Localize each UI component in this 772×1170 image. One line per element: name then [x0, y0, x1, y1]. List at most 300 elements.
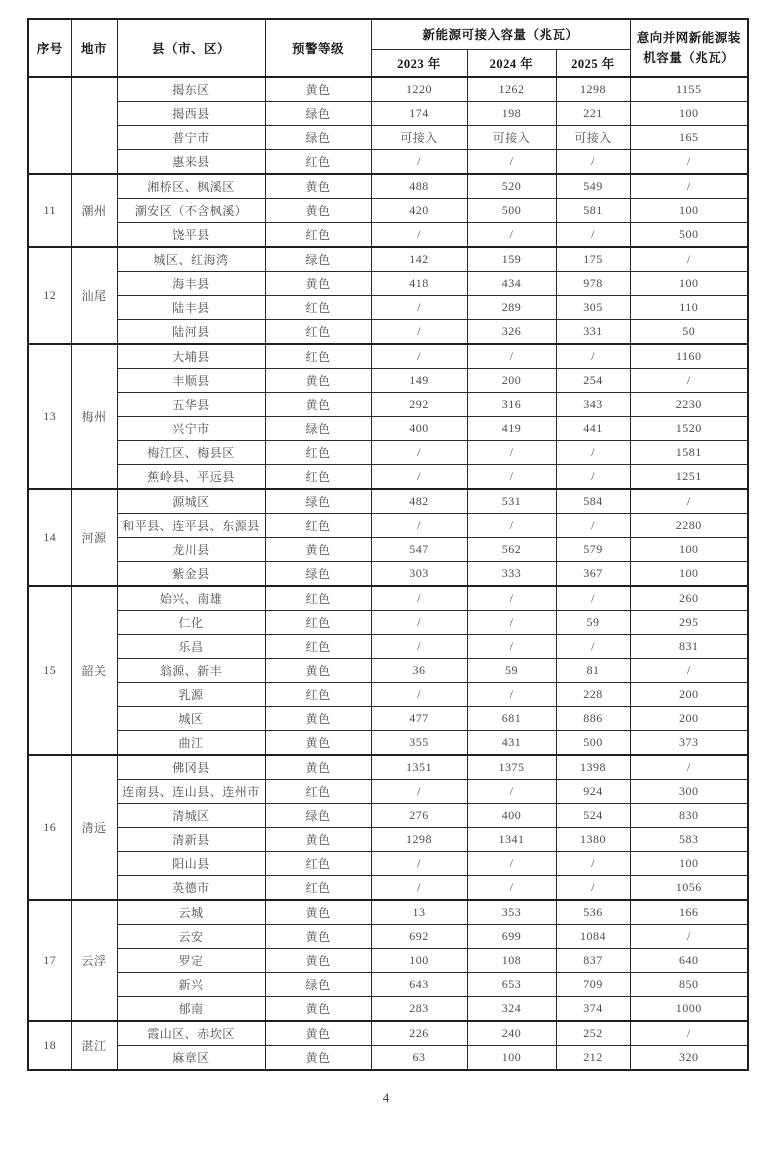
- capacity-2025-cell: 584: [556, 489, 630, 514]
- county-cell: 丰顺县: [117, 369, 265, 393]
- intent-capacity-cell: 583: [630, 828, 748, 852]
- county-cell: 仁化: [117, 611, 265, 635]
- intent-capacity-cell: /: [630, 369, 748, 393]
- warning-level-cell: 黄色: [265, 199, 371, 223]
- capacity-2024-cell: 353: [467, 900, 556, 925]
- capacity-2023-cell: 488: [371, 174, 467, 199]
- table-header: [28, 19, 748, 77]
- capacity-2025-cell: 212: [556, 1046, 630, 1071]
- header-year-2023: 2023 年: [371, 49, 467, 77]
- intent-capacity-cell: 1155: [630, 77, 748, 102]
- warning-level-cell: 红色: [265, 780, 371, 804]
- capacity-2025-cell: 254: [556, 369, 630, 393]
- index-cell: 15: [28, 586, 71, 755]
- capacity-2023-cell: 283: [371, 997, 467, 1022]
- capacity-2025-cell: 709: [556, 973, 630, 997]
- table-row: [28, 925, 748, 949]
- capacity-2025-cell: 175: [556, 247, 630, 272]
- county-cell: 霞山区、赤坎区: [117, 1021, 265, 1046]
- table-row: [28, 247, 748, 272]
- table-row: [28, 586, 748, 611]
- warning-level-cell: 绿色: [265, 973, 371, 997]
- capacity-2023-cell: 418: [371, 272, 467, 296]
- table-row: [28, 174, 748, 199]
- capacity-2025-cell: 81: [556, 659, 630, 683]
- county-cell: 龙川县: [117, 538, 265, 562]
- intent-capacity-cell: 300: [630, 780, 748, 804]
- city-cell: 河源: [71, 489, 117, 586]
- county-cell: 佛冈县: [117, 755, 265, 780]
- county-cell: 兴宁市: [117, 417, 265, 441]
- warning-level-cell: 黄色: [265, 755, 371, 780]
- table-row: [28, 1021, 748, 1046]
- warning-level-cell: 红色: [265, 852, 371, 876]
- county-cell: 紫金县: [117, 562, 265, 587]
- warning-level-cell: 红色: [265, 514, 371, 538]
- capacity-2023-cell: 100: [371, 949, 467, 973]
- city-cell: 梅州: [71, 344, 117, 489]
- county-cell: 梅江区、梅县区: [117, 441, 265, 465]
- capacity-2024-cell: 333: [467, 562, 556, 587]
- capacity-2024-cell: 520: [467, 174, 556, 199]
- table-row: [28, 417, 748, 441]
- capacity-2023-cell: 482: [371, 489, 467, 514]
- intent-capacity-cell: /: [630, 659, 748, 683]
- county-cell: 揭东区: [117, 77, 265, 102]
- capacity-2025-cell: 524: [556, 804, 630, 828]
- county-cell: 和平县、连平县、东源县: [117, 514, 265, 538]
- capacity-2023-cell: 可接入: [371, 126, 467, 150]
- index-cell: 17: [28, 900, 71, 1021]
- intent-capacity-cell: 640: [630, 949, 748, 973]
- county-cell: 罗定: [117, 949, 265, 973]
- county-cell: 湘桥区、枫溪区: [117, 174, 265, 199]
- capacity-2024-cell: /: [467, 635, 556, 659]
- warning-level-cell: 红色: [265, 611, 371, 635]
- warning-level-cell: 黄色: [265, 659, 371, 683]
- capacity-2025-cell: 221: [556, 102, 630, 126]
- county-cell: 新兴: [117, 973, 265, 997]
- capacity-2025-cell: /: [556, 852, 630, 876]
- intent-capacity-cell: 2280: [630, 514, 748, 538]
- table-row: [28, 514, 748, 538]
- capacity-2025-cell: 978: [556, 272, 630, 296]
- capacity-2024-cell: 198: [467, 102, 556, 126]
- capacity-2024-cell: /: [467, 465, 556, 490]
- county-cell: 始兴、南雄: [117, 586, 265, 611]
- capacity-2023-cell: 174: [371, 102, 467, 126]
- warning-level-cell: 红色: [265, 223, 371, 248]
- table-row: [28, 393, 748, 417]
- warning-level-cell: 黄色: [265, 272, 371, 296]
- capacity-2024-cell: 500: [467, 199, 556, 223]
- warning-level-cell: 红色: [265, 586, 371, 611]
- table-row: [28, 465, 748, 490]
- capacity-2025-cell: /: [556, 514, 630, 538]
- capacity-2023-cell: 1351: [371, 755, 467, 780]
- capacity-2023-cell: 303: [371, 562, 467, 587]
- county-cell: 云安: [117, 925, 265, 949]
- warning-level-table: [27, 18, 749, 1071]
- warning-level-cell: 绿色: [265, 417, 371, 441]
- capacity-2023-cell: 276: [371, 804, 467, 828]
- county-cell: 海丰县: [117, 272, 265, 296]
- intent-capacity-cell: 100: [630, 562, 748, 587]
- capacity-2023-cell: 355: [371, 731, 467, 756]
- county-cell: 城区、红海湾: [117, 247, 265, 272]
- index-cell: 11: [28, 174, 71, 247]
- capacity-2024-cell: 699: [467, 925, 556, 949]
- capacity-2023-cell: 292: [371, 393, 467, 417]
- county-cell: 源城区: [117, 489, 265, 514]
- capacity-2024-cell: 100: [467, 1046, 556, 1071]
- intent-capacity-cell: 110: [630, 296, 748, 320]
- capacity-2025-cell: /: [556, 465, 630, 490]
- intent-capacity-cell: 1056: [630, 876, 748, 901]
- table-row: [28, 102, 748, 126]
- intent-capacity-cell: /: [630, 489, 748, 514]
- intent-capacity-cell: 1581: [630, 441, 748, 465]
- table-row: [28, 369, 748, 393]
- capacity-2025-cell: 305: [556, 296, 630, 320]
- capacity-2025-cell: 581: [556, 199, 630, 223]
- table-row: [28, 562, 748, 587]
- capacity-2024-cell: /: [467, 876, 556, 901]
- county-cell: 麻章区: [117, 1046, 265, 1071]
- capacity-2023-cell: /: [371, 635, 467, 659]
- county-cell: 城区: [117, 707, 265, 731]
- table-row: [28, 611, 748, 635]
- capacity-2023-cell: 692: [371, 925, 467, 949]
- warning-level-cell: 红色: [265, 876, 371, 901]
- table-row: [28, 489, 748, 514]
- capacity-2024-cell: 326: [467, 320, 556, 345]
- capacity-2023-cell: /: [371, 320, 467, 345]
- intent-capacity-cell: 320: [630, 1046, 748, 1071]
- county-cell: 蕉岭县、平远县: [117, 465, 265, 490]
- intent-capacity-cell: 830: [630, 804, 748, 828]
- warning-level-cell: 绿色: [265, 489, 371, 514]
- capacity-2024-cell: 324: [467, 997, 556, 1022]
- intent-capacity-cell: 166: [630, 900, 748, 925]
- capacity-2023-cell: /: [371, 296, 467, 320]
- intent-capacity-cell: 850: [630, 973, 748, 997]
- capacity-2024-cell: 200: [467, 369, 556, 393]
- warning-level-cell: 绿色: [265, 126, 371, 150]
- capacity-2024-cell: /: [467, 150, 556, 175]
- warning-level-cell: 红色: [265, 441, 371, 465]
- capacity-2025-cell: /: [556, 876, 630, 901]
- capacity-2024-cell: 159: [467, 247, 556, 272]
- warning-level-cell: 黄色: [265, 925, 371, 949]
- intent-capacity-cell: 295: [630, 611, 748, 635]
- warning-level-cell: 黄色: [265, 731, 371, 756]
- county-cell: 郁南: [117, 997, 265, 1022]
- warning-level-cell: 黄色: [265, 174, 371, 199]
- table-row: [28, 828, 748, 852]
- table-row: [28, 635, 748, 659]
- capacity-2023-cell: 36: [371, 659, 467, 683]
- header-county: 县（市、区）: [117, 19, 265, 77]
- capacity-2025-cell: 1298: [556, 77, 630, 102]
- table-row: [28, 150, 748, 175]
- county-cell: 惠来县: [117, 150, 265, 175]
- page-number: 4: [382, 1090, 390, 1105]
- table-row: [28, 659, 748, 683]
- capacity-2025-cell: 579: [556, 538, 630, 562]
- intent-capacity-cell: 165: [630, 126, 748, 150]
- intent-capacity-cell: /: [630, 247, 748, 272]
- header-warning-level: 预警等级: [265, 19, 371, 77]
- table-row: [28, 441, 748, 465]
- capacity-2025-cell: 228: [556, 683, 630, 707]
- index-cell: 12: [28, 247, 71, 344]
- county-cell: 连南县、连山县、连州市: [117, 780, 265, 804]
- capacity-2024-cell: /: [467, 514, 556, 538]
- table-row: [28, 997, 748, 1022]
- capacity-2025-cell: /: [556, 635, 630, 659]
- header-year-2024: 2024 年: [467, 49, 556, 77]
- warning-level-cell: 黄色: [265, 538, 371, 562]
- warning-level-cell: 红色: [265, 150, 371, 175]
- city-cell: 湛江: [71, 1021, 117, 1070]
- capacity-2024-cell: 434: [467, 272, 556, 296]
- county-cell: 潮安区（不含枫溪）: [117, 199, 265, 223]
- warning-level-cell: 黄色: [265, 1046, 371, 1071]
- capacity-2025-cell: 549: [556, 174, 630, 199]
- capacity-2025-cell: 可接入: [556, 126, 630, 150]
- capacity-2025-cell: 252: [556, 1021, 630, 1046]
- table-row: [28, 731, 748, 756]
- county-cell: 英德市: [117, 876, 265, 901]
- capacity-2023-cell: /: [371, 683, 467, 707]
- intent-capacity-cell: 100: [630, 538, 748, 562]
- city-cell: 云浮: [71, 900, 117, 1021]
- intent-capacity-cell: /: [630, 1021, 748, 1046]
- capacity-2025-cell: 886: [556, 707, 630, 731]
- capacity-2024-cell: 可接入: [467, 126, 556, 150]
- capacity-2024-cell: /: [467, 441, 556, 465]
- intent-capacity-cell: 1520: [630, 417, 748, 441]
- county-cell: 五华县: [117, 393, 265, 417]
- index-cell: 14: [28, 489, 71, 586]
- capacity-2025-cell: 367: [556, 562, 630, 587]
- capacity-2023-cell: /: [371, 586, 467, 611]
- capacity-2023-cell: /: [371, 223, 467, 248]
- capacity-2025-cell: 924: [556, 780, 630, 804]
- index-cell: 18: [28, 1021, 71, 1070]
- intent-capacity-cell: 373: [630, 731, 748, 756]
- capacity-2023-cell: 13: [371, 900, 467, 925]
- county-cell: 乳源: [117, 683, 265, 707]
- warning-level-cell: 红色: [265, 320, 371, 345]
- capacity-2023-cell: /: [371, 611, 467, 635]
- county-cell: 清城区: [117, 804, 265, 828]
- intent-capacity-cell: 2230: [630, 393, 748, 417]
- table-row: [28, 900, 748, 925]
- table-row: [28, 272, 748, 296]
- capacity-2024-cell: 400: [467, 804, 556, 828]
- table-row: [28, 223, 748, 248]
- table-row: [28, 1046, 748, 1071]
- county-cell: 揭西县: [117, 102, 265, 126]
- table-row: [28, 320, 748, 345]
- warning-level-cell: 黄色: [265, 77, 371, 102]
- capacity-2024-cell: 562: [467, 538, 556, 562]
- capacity-2024-cell: 289: [467, 296, 556, 320]
- warning-level-cell: 黄色: [265, 1021, 371, 1046]
- warning-level-cell: 黄色: [265, 828, 371, 852]
- capacity-2023-cell: /: [371, 514, 467, 538]
- table-row: [28, 344, 748, 369]
- warning-level-cell: 黄色: [265, 997, 371, 1022]
- capacity-2025-cell: /: [556, 150, 630, 175]
- warning-level-cell: 黄色: [265, 393, 371, 417]
- table-row: [28, 780, 748, 804]
- intent-capacity-cell: 100: [630, 199, 748, 223]
- capacity-2023-cell: 400: [371, 417, 467, 441]
- warning-level-cell: 红色: [265, 683, 371, 707]
- table-row: [28, 77, 748, 102]
- table-body: [28, 77, 748, 1070]
- capacity-2025-cell: 59: [556, 611, 630, 635]
- index-cell: [28, 77, 71, 174]
- capacity-2024-cell: 1375: [467, 755, 556, 780]
- county-cell: 阳山县: [117, 852, 265, 876]
- intent-capacity-cell: /: [630, 925, 748, 949]
- capacity-2024-cell: /: [467, 611, 556, 635]
- capacity-2023-cell: /: [371, 780, 467, 804]
- county-cell: 饶平县: [117, 223, 265, 248]
- warning-level-cell: 绿色: [265, 562, 371, 587]
- intent-capacity-cell: 200: [630, 707, 748, 731]
- intent-capacity-cell: 500: [630, 223, 748, 248]
- table-row: [28, 804, 748, 828]
- index-cell: 13: [28, 344, 71, 489]
- intent-capacity-cell: 200: [630, 683, 748, 707]
- header-intent-capacity: 意向并网新能源装机容量（兆瓦）: [630, 19, 748, 77]
- capacity-2023-cell: /: [371, 441, 467, 465]
- capacity-2024-cell: 108: [467, 949, 556, 973]
- warning-level-cell: 黄色: [265, 707, 371, 731]
- capacity-2025-cell: 331: [556, 320, 630, 345]
- index-cell: 16: [28, 755, 71, 900]
- intent-capacity-cell: 1251: [630, 465, 748, 490]
- city-cell: [71, 77, 117, 174]
- capacity-2023-cell: 547: [371, 538, 467, 562]
- capacity-2024-cell: /: [467, 344, 556, 369]
- capacity-2025-cell: 1084: [556, 925, 630, 949]
- capacity-2024-cell: 316: [467, 393, 556, 417]
- capacity-2023-cell: 149: [371, 369, 467, 393]
- capacity-2025-cell: /: [556, 344, 630, 369]
- warning-level-cell: 黄色: [265, 369, 371, 393]
- table-row: [28, 683, 748, 707]
- header-city: 地市: [71, 19, 117, 77]
- table-row: [28, 755, 748, 780]
- capacity-2024-cell: /: [467, 683, 556, 707]
- capacity-2025-cell: /: [556, 441, 630, 465]
- capacity-2025-cell: 1380: [556, 828, 630, 852]
- intent-capacity-cell: 100: [630, 102, 748, 126]
- capacity-2024-cell: 240: [467, 1021, 556, 1046]
- warning-level-cell: 黄色: [265, 949, 371, 973]
- capacity-2025-cell: 536: [556, 900, 630, 925]
- warning-level-cell: 黄色: [265, 900, 371, 925]
- capacity-2023-cell: 63: [371, 1046, 467, 1071]
- capacity-2023-cell: /: [371, 150, 467, 175]
- capacity-2025-cell: 441: [556, 417, 630, 441]
- county-cell: 曲江: [117, 731, 265, 756]
- capacity-2023-cell: /: [371, 344, 467, 369]
- intent-capacity-cell: 260: [630, 586, 748, 611]
- table-row: [28, 707, 748, 731]
- header-index: 序号: [28, 19, 71, 77]
- capacity-2023-cell: 1220: [371, 77, 467, 102]
- capacity-2023-cell: 142: [371, 247, 467, 272]
- city-cell: 清远: [71, 755, 117, 900]
- capacity-2024-cell: 1341: [467, 828, 556, 852]
- capacity-2023-cell: /: [371, 465, 467, 490]
- capacity-2024-cell: 653: [467, 973, 556, 997]
- intent-capacity-cell: 50: [630, 320, 748, 345]
- capacity-2023-cell: 643: [371, 973, 467, 997]
- capacity-2024-cell: 531: [467, 489, 556, 514]
- header-year-2025: 2025 年: [556, 49, 630, 77]
- city-cell: 韶关: [71, 586, 117, 755]
- capacity-2025-cell: /: [556, 223, 630, 248]
- table-row: [28, 973, 748, 997]
- intent-capacity-cell: 100: [630, 852, 748, 876]
- capacity-2023-cell: /: [371, 876, 467, 901]
- county-cell: 陆河县: [117, 320, 265, 345]
- table-row: [28, 199, 748, 223]
- intent-capacity-cell: 100: [630, 272, 748, 296]
- capacity-2024-cell: 681: [467, 707, 556, 731]
- capacity-2025-cell: 374: [556, 997, 630, 1022]
- county-cell: 翁源、新丰: [117, 659, 265, 683]
- warning-level-cell: 红色: [265, 344, 371, 369]
- county-cell: 清新县: [117, 828, 265, 852]
- capacity-2023-cell: 477: [371, 707, 467, 731]
- header-capacity-group: 新能源可接入容量（兆瓦）: [371, 19, 630, 49]
- capacity-2023-cell: /: [371, 852, 467, 876]
- city-cell: 汕尾: [71, 247, 117, 344]
- county-cell: 云城: [117, 900, 265, 925]
- warning-level-cell: 绿色: [265, 247, 371, 272]
- warning-level-cell: 绿色: [265, 102, 371, 126]
- table-row: [28, 126, 748, 150]
- county-cell: 乐昌: [117, 635, 265, 659]
- capacity-2023-cell: 1298: [371, 828, 467, 852]
- table-row: [28, 876, 748, 901]
- capacity-2023-cell: 420: [371, 199, 467, 223]
- county-cell: 普宁市: [117, 126, 265, 150]
- capacity-2024-cell: 431: [467, 731, 556, 756]
- capacity-2023-cell: 226: [371, 1021, 467, 1046]
- warning-level-cell: 红色: [265, 635, 371, 659]
- capacity-2024-cell: 419: [467, 417, 556, 441]
- capacity-2025-cell: 1398: [556, 755, 630, 780]
- capacity-2024-cell: /: [467, 586, 556, 611]
- capacity-2024-cell: 1262: [467, 77, 556, 102]
- intent-capacity-cell: 1160: [630, 344, 748, 369]
- capacity-2025-cell: /: [556, 586, 630, 611]
- capacity-2025-cell: 500: [556, 731, 630, 756]
- county-cell: 大埔县: [117, 344, 265, 369]
- warning-level-cell: 绿色: [265, 804, 371, 828]
- capacity-2025-cell: 837: [556, 949, 630, 973]
